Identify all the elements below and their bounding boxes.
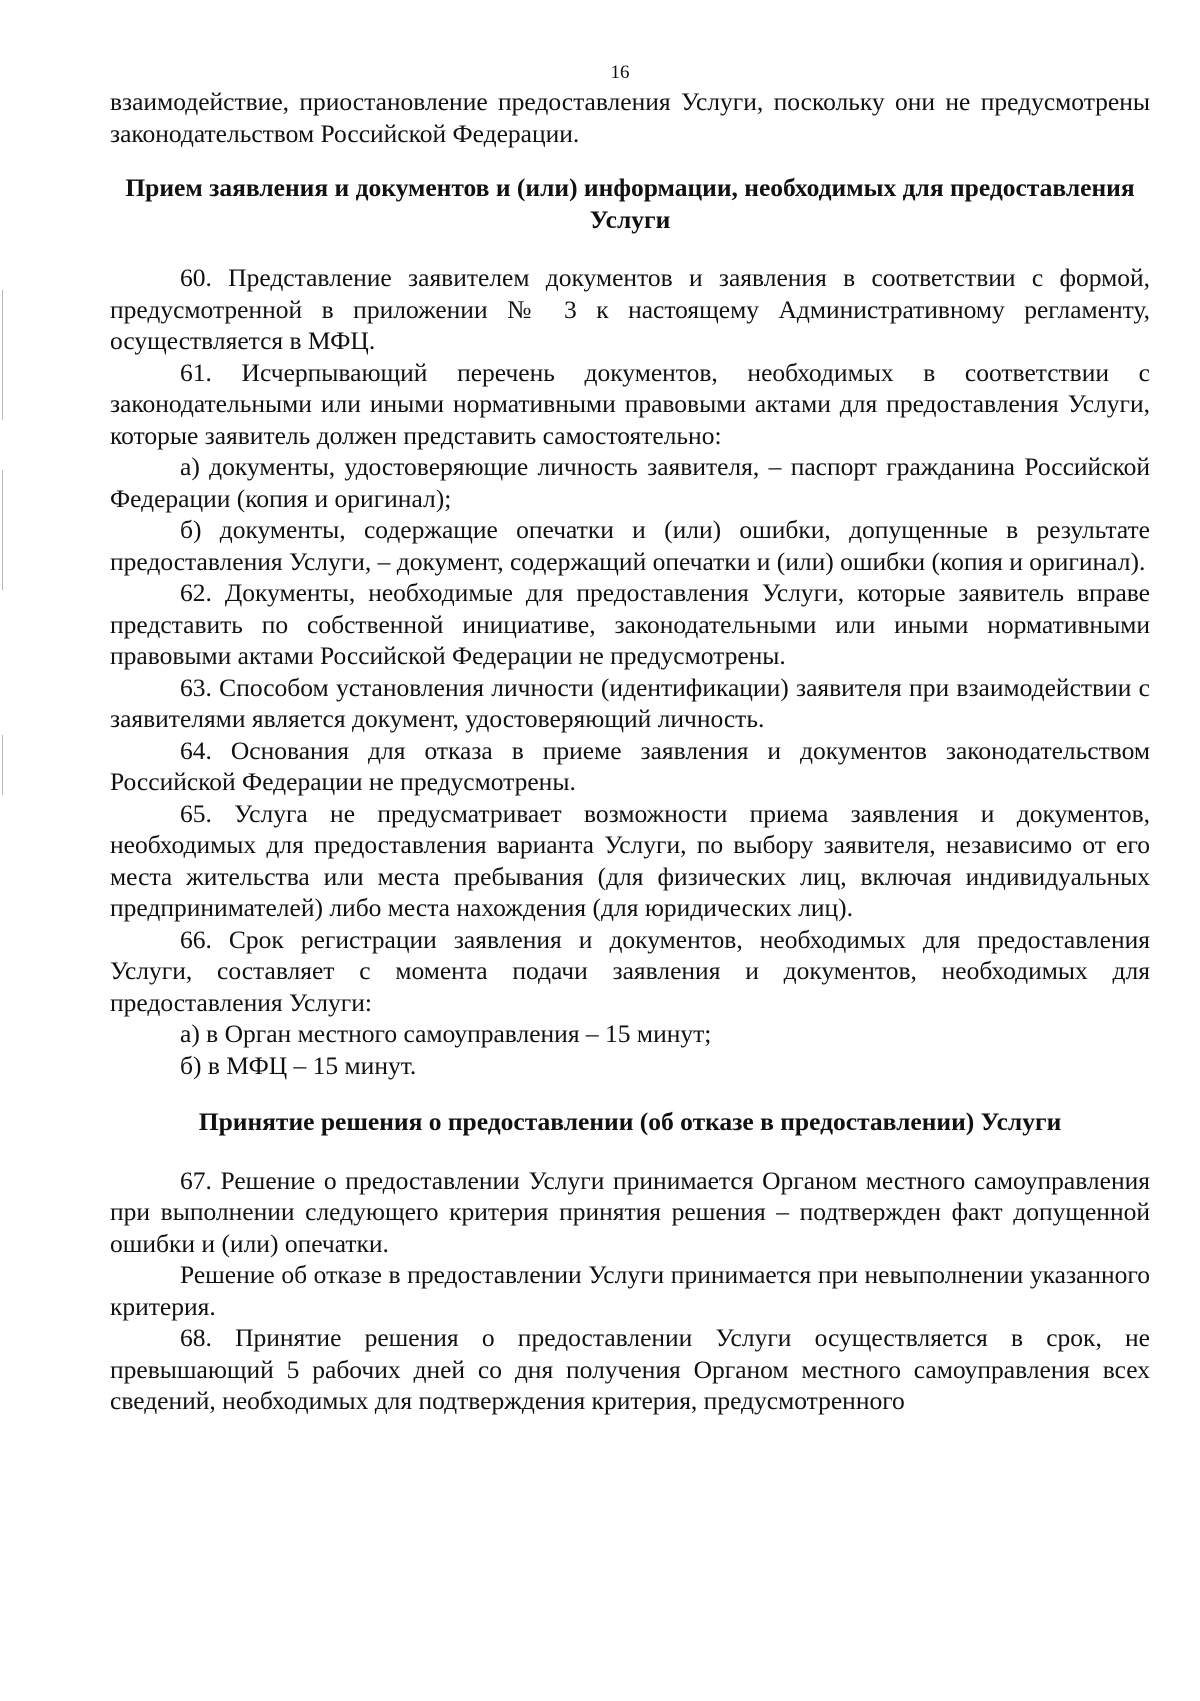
section-heading-application-intake: Прием заявления и документов и (или) информации, необходимых для предоставления Услуги bbox=[125, 173, 1135, 234]
paragraph-60: 60. Представление заявителем документов и заявления в соответствии с формой, предусмотренной в приложении № 3 к настоящему Административному регламенту, осуществляется в МФЦ. bbox=[110, 263, 1150, 355]
paragraph-65: 65. Услуга не предусматривает возможности приема заявления и документов, необходимых для предоставления варианта Услуги, по выбору заявителя, независимо от его места жительства или места пребывания (для физических лиц, включая индивидуальных предпринимателей) либо места нахождения (для юридических лиц). bbox=[110, 798, 1150, 922]
scan-edge-mark bbox=[2, 290, 3, 420]
paragraph-62: 62. Документы, необходимые для предоставления Услуги, которые заявитель вправе представить по собственной инициативе, законодательными или иными нормативными правовыми актами Российской Федерации не предусмотрены. bbox=[110, 578, 1150, 670]
scan-edge-mark bbox=[2, 735, 3, 795]
paragraph-61-item-a: а) документы, удостоверяющие личность заявителя, – паспорт гражданина Российской Федерации (копия и оригинал); bbox=[110, 452, 1150, 513]
paragraph-66: 66. Срок регистрации заявления и документов, необходимых для предоставления Услуги, составляет с момента подачи заявления и документов, необходимых для предоставления Услуги: bbox=[110, 924, 1150, 1017]
page-number: 16 bbox=[610, 62, 630, 83]
paragraph-61: 61. Исчерпывающий перечень документов, необходимых в соответствии с законодательными или иными нормативными правовыми актами для предоставления Услуги, которые заявитель должен представить самостоятельно: bbox=[110, 357, 1150, 450]
continuation-paragraph: взаимодействие, приостановление предоставления Услуги, поскольку они не предусмотрены законодательством Российской Федерации. bbox=[110, 87, 1150, 148]
paragraph-68: 68. Принятие решения о предоставлении Услуги осуществляется в срок, не превышающий 5 рабочих дней со дня получения Органом местного самоуправления всех сведений, необходимых для подтверждения критерия, предусмотренного bbox=[110, 1323, 1150, 1415]
paragraph-67: 67. Решение о предоставлении Услуги принимается Органом местного самоуправления при выполнении следующего критерия принятия решения – подтвержден факт допущенной ошибки и (или) опечатки. bbox=[110, 1165, 1150, 1258]
paragraph-64: 64. Основания для отказа в приеме заявления и документов законодательством Российской Федерации не предусмотрены. bbox=[110, 735, 1150, 796]
section-heading-decision: Принятие решения о предоставлении (об отказе в предоставлении) Услуги bbox=[198, 1107, 1062, 1136]
scan-edge-mark bbox=[2, 470, 3, 590]
paragraph-66-item-a: а) в Орган местного самоуправления – 15 минут; bbox=[180, 1019, 712, 1048]
paragraph-63: 63. Способом установления личности (идентификации) заявителя при взаимодействии с заявителями является документ, удостоверяющий личность. bbox=[110, 672, 1150, 733]
document-body bbox=[110, 86, 1150, 1417]
paragraph-67-refusal: Решение об отказе в предоставлении Услуги принимается при невыполнении указанного критерия. bbox=[110, 1260, 1150, 1321]
paragraph-61-item-b: б) документы, содержащие опечатки и (или) ошибки, допущенные в результате предоставления Услуги, – документ, содержащий опечатки и (или) ошибки (копия и оригинал). bbox=[110, 515, 1150, 576]
paragraph-66-item-b: б) в МФЦ – 15 минут. bbox=[180, 1050, 417, 1080]
